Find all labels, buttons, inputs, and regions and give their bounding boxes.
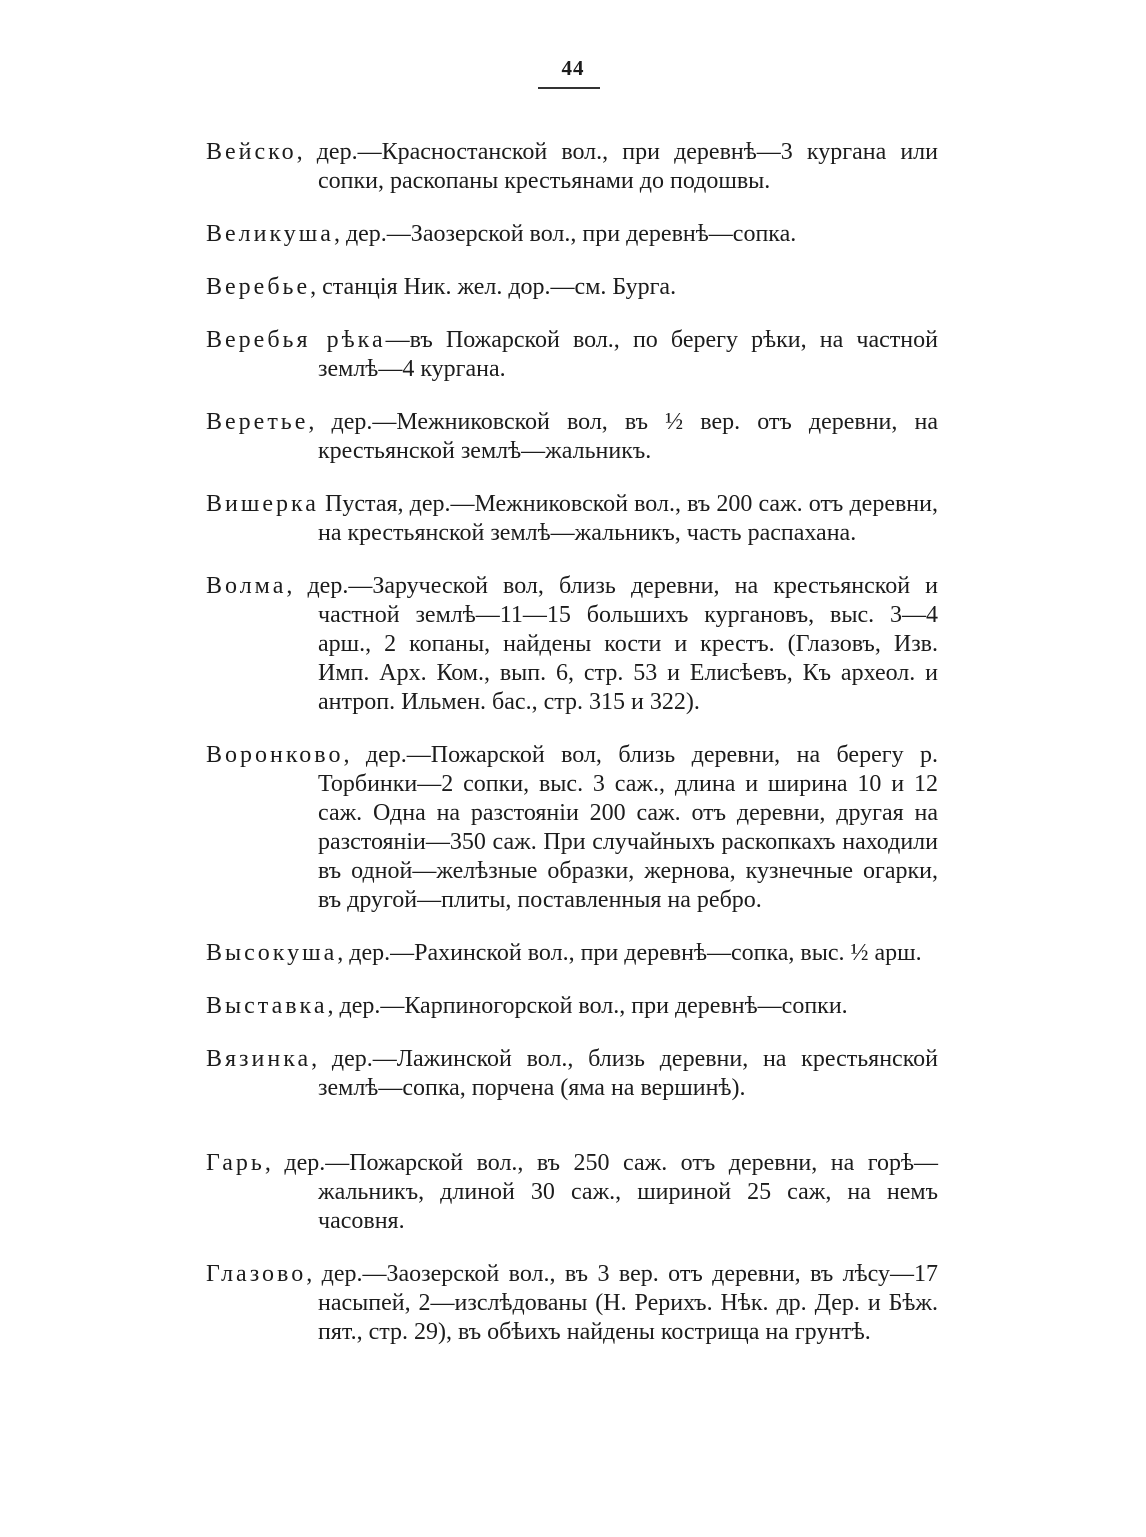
entry-head: Глазово bbox=[206, 1261, 307, 1287]
entry-text: , дер.—Заруческой вол, близь деревни, на крестьянской и частной землѣ—11—15 большихъ кургановъ, выс. 3—4 арш., 2 копаны, найдены кости и крестъ. (Глазовъ, Изв. Имп. Арх. Ком., вып. 6, стр. 53 и Елисѣевъ, Къ археол. и антроп. Ильмен. бас., стр. 315 и 322). bbox=[286, 573, 938, 715]
entry bbox=[206, 572, 938, 717]
entry-head: Веребье bbox=[206, 274, 311, 300]
entry-text: Пустая, дер.—Межниковской вол., въ 200 саж. отъ деревни, на крестьянской землѣ—жальникъ, часть распахана. bbox=[318, 491, 938, 546]
entry-group-g bbox=[206, 1149, 938, 1347]
entry bbox=[206, 939, 938, 968]
entry-head: Гарь bbox=[206, 1150, 265, 1176]
entry bbox=[206, 1149, 938, 1236]
entry-text: , дер.—Заозерской вол., въ 3 вер. отъ деревни, въ лѣсу—17 насыпей, 2—изслѣдованы (Н. Рерихъ. Нѣк. др. Дер. и Бѣж. пят., стр. 29), въ обѣихъ найдены кострища на грунтѣ. bbox=[306, 1261, 938, 1345]
entry-head: Веретье bbox=[206, 409, 309, 435]
entry-head: Выставка bbox=[206, 993, 328, 1019]
page-number: 44 bbox=[561, 56, 585, 80]
entry bbox=[206, 220, 938, 249]
gazetteer-entries bbox=[206, 114, 938, 1350]
entry-text: , станція Ник. жел. дор.—см. Бурга. bbox=[310, 274, 677, 300]
entry-group-v bbox=[206, 138, 938, 1103]
entry bbox=[206, 741, 938, 915]
page-number-rule bbox=[538, 87, 600, 89]
entry-text: , дер.—Пожарской вол, близь деревни, на берегу р. Торбинки—2 сопки, выс. 3 саж., длина и ширина 10 и 12 саж. Одна на разстояніи 200 саж. отъ деревни, другая на разстояніи—350 саж. При случайныхъ раскопкахъ находили въ одной—желѣзные образки, жернова, кузнечные огарки, въ другой—плиты, поставленныя на ребро. bbox=[318, 742, 938, 913]
entry-text: —въ Пожарской вол., по берегу рѣки, на частной землѣ—4 кургана. bbox=[318, 327, 938, 382]
entry bbox=[206, 1045, 938, 1103]
entry-text: , дер.—Межниковской вол, въ ½ вер. отъ деревни, на крестьянской землѣ—жальникъ. bbox=[308, 409, 938, 464]
entry-head: Веребья рѣка bbox=[206, 327, 386, 353]
entry bbox=[206, 408, 938, 466]
entry bbox=[206, 1260, 938, 1347]
entry-head: Волма bbox=[206, 573, 287, 599]
entry-text: , дер.—Красностанской вол., при деревнѣ—3 кургана или сопки, раскопаны крестьянами до подошвы. bbox=[296, 139, 938, 194]
entry-head: Вейско bbox=[206, 139, 297, 165]
entry-head: Высокуша bbox=[206, 940, 338, 966]
entry bbox=[206, 138, 938, 196]
entry-text: , дер.—Карпиногорской вол., при деревнѣ—сопки. bbox=[327, 993, 848, 1019]
entry-head: Воронково bbox=[206, 742, 344, 768]
entry-head: Вишерка bbox=[206, 491, 319, 517]
entry bbox=[206, 490, 938, 548]
entry-text: , дер.—Рахинской вол., при деревнѣ—сопка, выс. ½ арш. bbox=[337, 940, 922, 966]
entry-text: , дер.—Пожарской вол., въ 250 саж. отъ деревни, на горѣ—жальникъ, длиной 30 саж., шириной 25 саж, на немъ часовня. bbox=[264, 1150, 938, 1234]
entry bbox=[206, 326, 938, 384]
entry bbox=[206, 273, 938, 302]
entry-head: Вязинка bbox=[206, 1046, 312, 1072]
entry-head: Великуша bbox=[206, 221, 334, 247]
entry-text: , дер.—Заозерской вол., при деревнѣ—сопка. bbox=[333, 221, 797, 247]
entry bbox=[206, 992, 938, 1021]
entry-text: , дер.—Лажинской вол., близь деревни, на крестьянской землѣ—сопка, порчена (яма на вершинѣ). bbox=[311, 1046, 938, 1101]
